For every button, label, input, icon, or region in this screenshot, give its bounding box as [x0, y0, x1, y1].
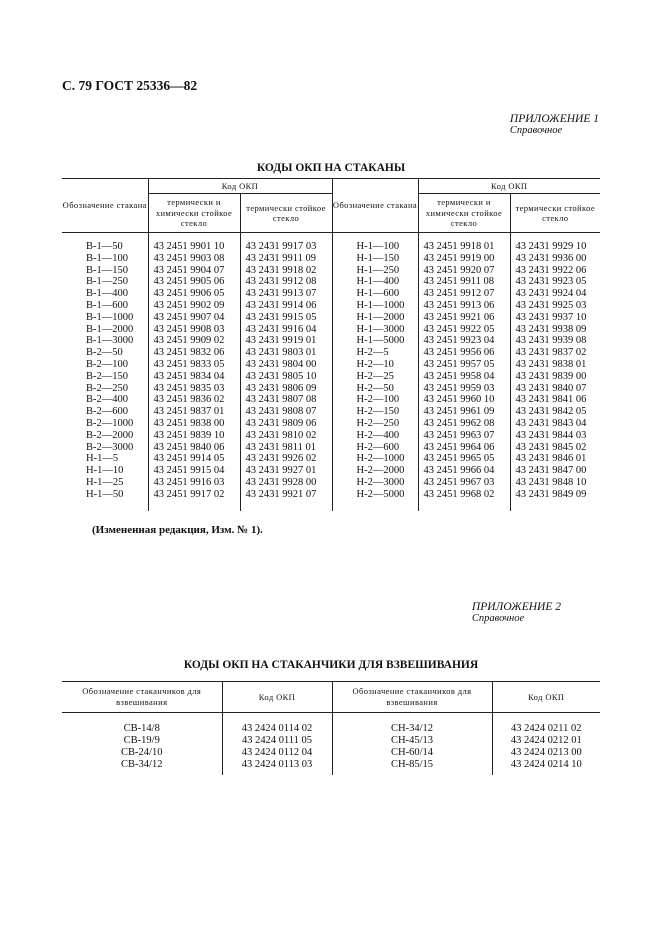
t1-code-thermal-right: 43 2431 9929 10	[515, 241, 587, 252]
t1-code-thermal-left: 43 2431 9919 01	[240, 335, 332, 347]
table-row	[62, 276, 600, 288]
t1-col-code-group-right: Код ОКП	[418, 179, 600, 194]
t1-col-designation-left: Обозначение стакана	[62, 179, 148, 233]
table-row	[62, 735, 600, 747]
t1-code-thermal-chem-right: 43 2451 9960 10	[418, 394, 510, 406]
t1-code-thermal-chem-right: 43 2451 9958 04	[418, 371, 510, 383]
t1-code-thermal-left: 43 2431 9914 06	[240, 300, 332, 312]
t1-code-thermal-right: 43 2431 9848 10	[515, 476, 587, 488]
t1-code-thermal-left: 43 2431 9915 05	[240, 312, 332, 324]
t1-code-thermal-right: 43 2431 9922 06	[515, 264, 587, 276]
t1-code-thermal-right: 43 2431 9837 02	[515, 347, 587, 359]
t2-designation-right: СН-34/12	[332, 713, 492, 736]
table-row	[62, 453, 600, 465]
t1-code-thermal-chem-left: 43 2451 9838 00	[148, 418, 240, 430]
t1-code-thermal-chem-left: 43 2451 9840 06	[148, 442, 240, 454]
t1-code-thermal-chem-right: 43 2451 9913 06	[418, 300, 510, 312]
t1-code-thermal-left: 43 2431 9803 01	[240, 347, 332, 359]
t1-designation-right: Н-2—400	[332, 430, 418, 442]
t1-designation-right: Н-2—100	[332, 394, 418, 406]
t1-code-thermal-chem-left: 43 2451 9834 04	[148, 371, 240, 383]
t1-code-thermal-chem-right: 43 2451 9922 05	[418, 324, 510, 336]
t1-code-thermal-chem-right: 43 2451 9956 06	[418, 347, 510, 359]
t1-designation-right: Н-1—1000	[332, 300, 418, 312]
t1-designation-right: Н-1—3000	[332, 324, 418, 336]
t1-code-thermal-chem-left: 43 2451 9903 08	[148, 253, 240, 265]
t1-code-thermal-right: 43 2431 9925 03	[515, 299, 587, 311]
t1-code-thermal-left: 43 2431 9808 07	[240, 406, 332, 418]
t2-col-code-right: Код ОКП	[528, 691, 565, 702]
table-1	[62, 178, 600, 511]
t1-code-thermal-chem-left: 43 2451 9833 05	[148, 359, 240, 371]
t2-code-left: 43 2424 0113 03	[222, 759, 332, 775]
t2-code-left: 43 2424 0112 04	[222, 747, 332, 759]
t1-designation-left: В-1—1000	[62, 312, 148, 324]
table-row	[62, 324, 600, 336]
table-row	[62, 406, 600, 418]
t1-designation-left: В-2—150	[62, 371, 148, 383]
t1-code-thermal-right: 43 2431 9936 00	[515, 252, 587, 264]
table-row	[62, 394, 600, 406]
t1-code-thermal-left: 43 2431 9911 09	[240, 253, 332, 265]
t1-code-thermal-right: 43 2431 9842 05	[515, 406, 587, 418]
t1-code-thermal-left: 43 2431 9913 07	[240, 288, 332, 300]
table-1-title: КОДЫ ОКП НА СТАКАНЫ	[256, 162, 406, 174]
t1-designation-left: Н-1—50	[62, 489, 148, 511]
t2-col-designation-left: Обозначение стаканчиков для взвешивания	[62, 682, 222, 713]
t1-code-thermal-left: 43 2431 9917 03	[240, 233, 332, 253]
t2-col-code-left: Код ОКП	[222, 682, 332, 713]
table-row	[62, 759, 600, 775]
table-row	[62, 312, 600, 324]
t2-code-left: 43 2424 0114 02	[222, 713, 332, 736]
t1-code-thermal-right: 43 2431 9923 05	[515, 276, 587, 288]
t1-code-thermal-right: 43 2431 9843 04	[515, 417, 587, 429]
t1-designation-right: Н-1—2000	[332, 312, 418, 324]
t2-code-right: 43 2424 0214 10	[510, 759, 582, 770]
t2-designation-right: СН-45/13	[332, 735, 492, 747]
t1-code-thermal-chem-right: 43 2451 9964 06	[418, 442, 510, 454]
t1-designation-right: Н-2—25	[332, 371, 418, 383]
t1-code-thermal-chem-right: 43 2451 9959 03	[418, 383, 510, 395]
t1-code-thermal-chem-right: 43 2451 9967 03	[418, 477, 510, 489]
t1-code-thermal-left: 43 2431 9805 10	[240, 371, 332, 383]
table-2-title: КОДЫ ОКП НА СТАКАНЧИКИ ДЛЯ ВЗВЕШИВАНИЯ	[183, 659, 479, 671]
t1-designation-right: Н-1—400	[332, 276, 418, 288]
t1-designation-left: Н-1—10	[62, 465, 148, 477]
table-row	[62, 288, 600, 300]
t1-designation-left: В-1—50	[62, 233, 148, 253]
t1-code-thermal-right: 43 2431 9841 06	[515, 394, 587, 406]
t1-code-thermal-left: 43 2431 9912 08	[240, 276, 332, 288]
t1-code-thermal-chem-right: 43 2451 9963 07	[418, 430, 510, 442]
t1-code-thermal-right: 43 2431 9937 10	[515, 311, 587, 323]
table-row	[62, 335, 600, 347]
t1-col-designation-right: Обозначение стакана	[332, 179, 418, 233]
t1-designation-right: Н-2—3000	[332, 477, 418, 489]
t2-designation-left: СВ-24/10	[62, 747, 222, 759]
t1-code-thermal-left: 43 2431 9927 01	[240, 465, 332, 477]
t1-code-thermal-chem-left: 43 2451 9909 02	[148, 335, 240, 347]
table-row	[62, 265, 600, 277]
t1-code-thermal-right: 43 2431 9924 04	[515, 288, 587, 300]
table-row	[62, 430, 600, 442]
t1-designation-left: В-2—2000	[62, 430, 148, 442]
t1-code-thermal-chem-left: 43 2451 9908 03	[148, 324, 240, 336]
t1-designation-left: В-2—600	[62, 406, 148, 418]
t1-code-thermal-right: 43 2431 9838 01	[515, 358, 587, 370]
t1-code-thermal-chem-right: 43 2451 9957 05	[418, 359, 510, 371]
t1-designation-right: Н-2—600	[332, 442, 418, 454]
t1-code-thermal-chem-right: 43 2451 9918 01	[418, 233, 510, 253]
t1-code-thermal-left: 43 2431 9926 02	[240, 453, 332, 465]
t1-code-thermal-left: 43 2431 9811 01	[240, 442, 332, 454]
t1-designation-left: В-1—400	[62, 288, 148, 300]
t2-designation-left: СВ-14/8	[62, 713, 222, 736]
page-header: С. 79 ГОСТ 25336—82	[62, 78, 198, 93]
t1-code-thermal-left: 43 2431 9916 04	[240, 324, 332, 336]
t1-code-thermal-chem-right: 43 2451 9912 07	[418, 288, 510, 300]
t1-designation-right: Н-1—5000	[332, 335, 418, 347]
t1-code-thermal-left: 43 2431 9807 08	[240, 394, 332, 406]
t1-designation-left: В-1—3000	[62, 335, 148, 347]
t1-code-thermal-right: 43 2431 9844 03	[515, 429, 587, 441]
t1-code-thermal-left: 43 2431 9921 07	[240, 489, 332, 511]
t1-code-thermal-chem-left: 43 2451 9835 03	[148, 383, 240, 395]
t1-code-thermal-chem-left: 43 2451 9837 01	[148, 406, 240, 418]
appendix-1-heading	[510, 113, 599, 136]
t1-code-thermal-chem-left: 43 2451 9839 10	[148, 430, 240, 442]
t1-designation-left: В-1—600	[62, 300, 148, 312]
t1-code-thermal-left: 43 2431 9928 00	[240, 477, 332, 489]
t1-code-thermal-right: 43 2431 9939 08	[515, 335, 587, 347]
t1-designation-left: В-2—3000	[62, 442, 148, 454]
t2-designation-right: СН-60/14	[332, 747, 492, 759]
t1-code-thermal-chem-right: 43 2451 9965 05	[418, 453, 510, 465]
t1-designation-right: Н-2—1000	[332, 453, 418, 465]
t1-code-thermal-chem-right: 43 2451 9923 04	[418, 335, 510, 347]
t2-designation-left: СВ-19/9	[62, 735, 222, 747]
appendix-1-label: ПРИЛОЖЕНИЕ 1	[509, 113, 599, 125]
appendix-2-sub: Справочное	[471, 613, 525, 624]
t2-designation-right: СН-85/15	[332, 759, 492, 775]
t1-code-thermal-chem-right: 43 2451 9968 02	[418, 489, 510, 511]
t1-col-thermal-left: термически стойкое стекло	[240, 194, 332, 233]
t1-code-thermal-chem-left: 43 2451 9905 06	[148, 276, 240, 288]
t1-code-thermal-chem-left: 43 2451 9917 02	[148, 489, 240, 511]
t1-designation-right: Н-2—10	[332, 359, 418, 371]
t1-code-thermal-left: 43 2431 9809 06	[240, 418, 332, 430]
t1-designation-left: Н-1—25	[62, 477, 148, 489]
t1-code-thermal-left: 43 2431 9918 02	[240, 265, 332, 277]
t1-code-thermal-right: 43 2431 9849 09	[515, 488, 587, 500]
t1-designation-right: Н-2—50	[332, 383, 418, 395]
t1-designation-left: Н-1—5	[62, 453, 148, 465]
table-row	[62, 347, 600, 359]
t2-code-right: 43 2424 0213 00	[510, 747, 582, 758]
t1-designation-right: Н-1—150	[332, 253, 418, 265]
t1-code-thermal-chem-right: 43 2451 9966 04	[418, 465, 510, 477]
t1-code-thermal-chem-left: 43 2451 9907 04	[148, 312, 240, 324]
table-2	[62, 681, 600, 775]
t1-designation-right: Н-1—600	[332, 288, 418, 300]
t1-code-thermal-chem-left: 43 2451 9906 05	[148, 288, 240, 300]
t1-code-thermal-chem-right: 43 2451 9962 08	[418, 418, 510, 430]
t1-designation-left: В-1—250	[62, 276, 148, 288]
table-row	[62, 233, 600, 253]
t1-code-thermal-left: 43 2431 9810 02	[240, 430, 332, 442]
t1-designation-right: Н-1—250	[332, 265, 418, 277]
t2-designation-left: СВ-34/12	[62, 759, 222, 775]
t1-designation-left: В-2—1000	[62, 418, 148, 430]
t1-code-thermal-right: 43 2431 9846 01	[515, 453, 587, 465]
t1-col-code-group-left: Код ОКП	[148, 179, 332, 194]
t1-designation-right: Н-2—5	[332, 347, 418, 359]
t1-col-thermal-right: термически стойкое стекло	[515, 202, 596, 223]
table-row	[62, 253, 600, 265]
appendix-1-sub: Справочное	[509, 125, 563, 136]
t1-designation-left: В-1—2000	[62, 324, 148, 336]
t1-code-thermal-chem-left: 43 2451 9836 02	[148, 394, 240, 406]
t1-code-thermal-right: 43 2431 9938 09	[515, 323, 587, 335]
t1-col-thermal-chem-left: термически и химически стойкое стекло	[148, 194, 240, 233]
t1-designation-right: Н-2—150	[332, 406, 418, 418]
t1-designation-left: В-1—150	[62, 265, 148, 277]
t1-code-thermal-chem-right: 43 2451 9911 08	[418, 276, 510, 288]
table-row	[62, 383, 600, 395]
t1-code-thermal-chem-left: 43 2451 9916 03	[148, 477, 240, 489]
t1-code-thermal-right: 43 2431 9847 00	[515, 465, 587, 477]
t1-code-thermal-chem-left: 43 2451 9901 10	[148, 233, 240, 253]
t1-code-thermal-chem-left: 43 2451 9904 07	[148, 265, 240, 277]
t1-designation-left: В-2—100	[62, 359, 148, 371]
table-row	[62, 477, 600, 489]
t2-code-right: 43 2424 0211 02	[511, 723, 582, 734]
t2-code-left: 43 2424 0111 05	[222, 735, 332, 747]
t1-designation-right: Н-1—100	[332, 233, 418, 253]
table-row	[62, 489, 600, 511]
t2-code-right: 43 2424 0212 01	[510, 735, 582, 746]
t1-designation-left: В-2—400	[62, 394, 148, 406]
table-row	[62, 713, 600, 736]
table-row	[62, 465, 600, 477]
table-row	[62, 371, 600, 383]
t1-col-thermal-chem-right: термически и химически стойкое стекло	[418, 194, 510, 233]
t1-designation-left: В-2—50	[62, 347, 148, 359]
t1-designation-right: Н-2—5000	[332, 489, 418, 511]
t1-code-thermal-right: 43 2431 9839 00	[515, 370, 587, 382]
t1-code-thermal-chem-left: 43 2451 9832 06	[148, 347, 240, 359]
appendix-2-label: ПРИЛОЖЕНИЕ 2	[471, 601, 561, 613]
t1-code-thermal-chem-right: 43 2451 9919 00	[418, 253, 510, 265]
t1-designation-left: В-1—100	[62, 253, 148, 265]
table-row	[62, 418, 600, 430]
t1-code-thermal-chem-right: 43 2451 9920 07	[418, 265, 510, 277]
table-row	[62, 442, 600, 454]
t1-code-thermal-left: 43 2431 9806 09	[240, 383, 332, 395]
t1-code-thermal-right: 43 2431 9845 02	[515, 441, 587, 453]
amendment-note: (Измененная редакция, Изм. № 1).	[92, 524, 263, 536]
table-row	[62, 747, 600, 759]
t2-col-designation-right: Обозначение стаканчиков для взвешивания	[332, 682, 492, 713]
t1-designation-right: Н-2—250	[332, 418, 418, 430]
table-row	[62, 359, 600, 371]
t1-designation-left: В-2—250	[62, 383, 148, 395]
t1-designation-right: Н-2—2000	[332, 465, 418, 477]
appendix-2-heading	[472, 601, 561, 624]
t1-code-thermal-right: 43 2431 9840 07	[515, 382, 587, 394]
t1-code-thermal-chem-right: 43 2451 9921 06	[418, 312, 510, 324]
t1-code-thermal-chem-right: 43 2451 9961 09	[418, 406, 510, 418]
t1-code-thermal-chem-left: 43 2451 9915 04	[148, 465, 240, 477]
t1-code-thermal-left: 43 2431 9804 00	[240, 359, 332, 371]
table-row	[62, 300, 600, 312]
t1-code-thermal-chem-left: 43 2451 9914 05	[148, 453, 240, 465]
t1-code-thermal-chem-left: 43 2451 9902 09	[148, 300, 240, 312]
